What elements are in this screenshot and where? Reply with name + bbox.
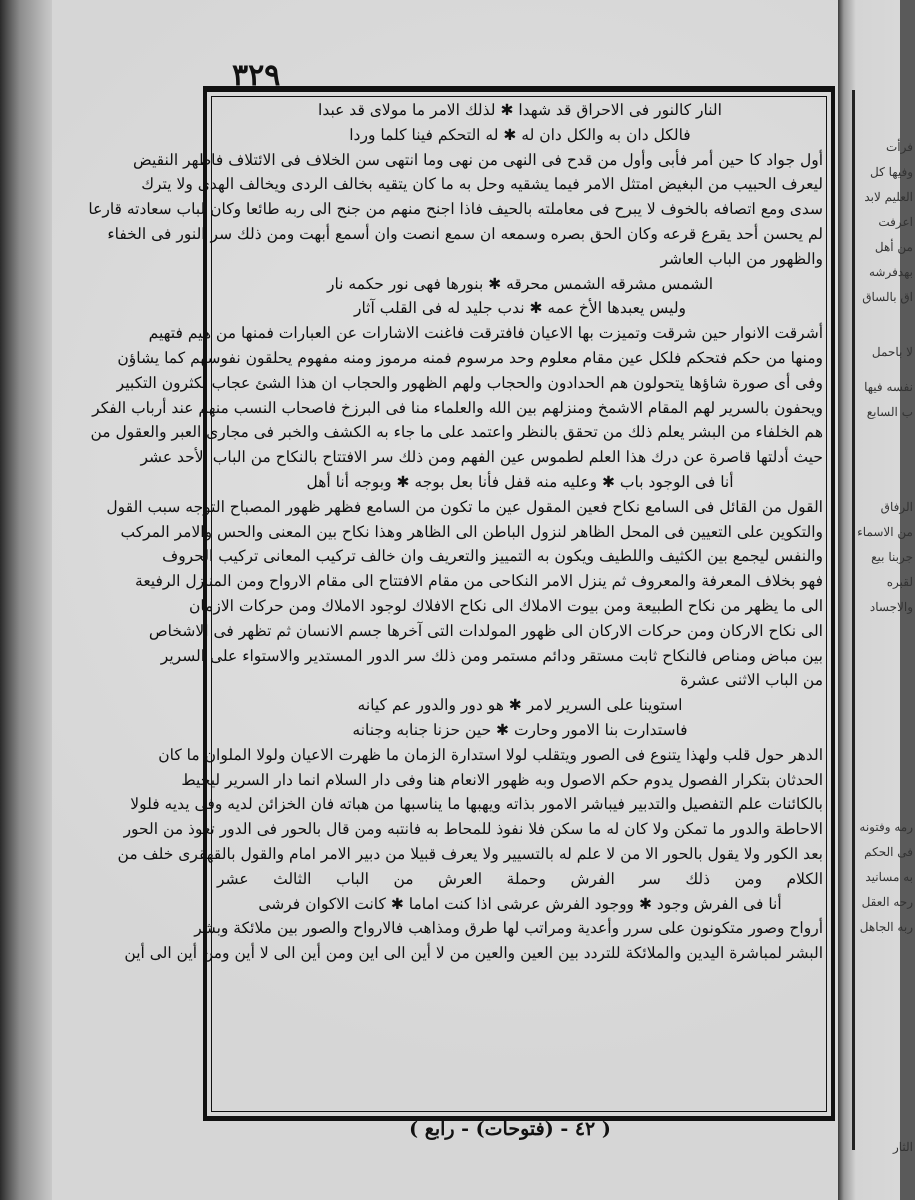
text-line: سدى ومع اتصافه بالخوف لا يبرح فى معاملته بالحيف فاذا اجنح منهم من جنح الى ربه طائعا وكان لباب سعادته قارعا: [88, 200, 823, 219]
facing-page-fragment: الثار: [892, 1140, 913, 1154]
facing-page-fragment: من الاسماء: [857, 525, 913, 539]
text-line: والنفس ليجمع بين الكثيف واللطيف ويكون به التمييز والتعريف وان خالف تركيب المعانى تركيب الحروف: [162, 547, 823, 566]
text-line: الدهر حول قلب ولهذا يتنوع فى الصور ويتقلب لولا استدارة الزمان ما ظهرت الاعيان ولولا الملوان ما كان: [158, 745, 823, 764]
facing-page-fragment: لقبره: [886, 575, 913, 589]
text-line: بعد الكور ولا يقول بالحور الا من لا علم له بالتسيير ولا يعرف قبيلا من دبير الامر امام والقول بالقهقرى خلف من: [117, 844, 823, 863]
text-line: البشر لمباشرة اليدين والملائكة للتردد بين العين والعين من لا أين الى اين ومن أين الى لا أين ومن أين الى أين: [124, 944, 823, 963]
text-frame: [88, 86, 835, 1121]
facing-page-fragment: وفيها كل: [870, 165, 913, 179]
text-line: الحدثان بتكرار الفصول يدوم حكم الاصول وبه ظهور الانعام هنا وفى دار السلام انما دار السرير ليحيط: [181, 770, 823, 789]
text-line: هم الخلفاء من البشر يعلم ذلك من تحقق بالنظر واعتمد على ما جاء به الكشف والخبر فى مجارى العبر والعقول من: [90, 423, 823, 442]
facing-page-fragment: اق بالساق: [862, 290, 913, 304]
facing-page-edge: [838, 0, 913, 1200]
verse-line: أنا فى الفرش وجود ✱ ووجود الفرش عرشى اذا كنت اماما ✱ كانت الاكوان فرشى: [258, 894, 782, 913]
verse-line: وليس يعبدها الأخ عمه ✱ ندب جليد له فى القلب آثار: [353, 299, 687, 318]
facing-page-fragment: فى الحكم: [864, 845, 913, 859]
text-line: أشرقت الانوار حين شرقت وتميزت بها الاعيان فافترقت فاغنت الاشارات عن العبارات فمنها من هيم فتهيم: [148, 324, 823, 343]
facing-page-frame: [852, 90, 915, 1154]
verse-line: أنا فى الوجود باب ✱ وعليه منه قفل فأنا بعل بوجه ✱ وبوجه أنا أهل: [306, 472, 734, 491]
book-binding: [0, 0, 60, 1200]
text-line: الى نكاح الاركان ومن حركات الاركان الى ظهور المولدات التى آخرها جسم الانسان ثم تظهر فى الاشخاص: [148, 621, 823, 640]
text-line: أرواح وصور متكونون على سرر وأعدية ومراتب لها طرق ومذاهب فالارواح والصور بين ملائكة وبشر: [194, 919, 823, 938]
facing-page-fragment: اعرفت: [878, 215, 913, 229]
text-line: بين مباض ومناص فالنكاح ثابت مستقر ودائم مستمر ومن ذلك سر الدور المستدير والاستواء على السرير: [160, 646, 823, 665]
text-line: حيث أدلتها قاصرة عن درك هذا العلم لطموس عين الفهم ومن ذلك سر الافتتاح بالنكاح من الباب الأحد عشر: [140, 448, 823, 467]
text-line: ليعرف الحبيب من البغيض امتثل الامر فيما يشقيه وحل به ما كان يتقيه بخالف الردى ويخالف الهدى ولا يترك: [141, 175, 823, 194]
verse-line: فالكل دان به والكل دان له ✱ له التحكم فينا كلما وردا: [349, 125, 691, 144]
facing-page-fragment: نفسه فيها: [864, 380, 913, 394]
facing-page-fragment: الرفاق: [880, 500, 913, 514]
facing-page-fragment: جربنا بيع: [871, 550, 913, 564]
facing-page-fragment: رحه العقل: [861, 895, 913, 909]
text-line: والتكوين على التعيين فى المحل الظاهر لنزول الباطن الى الظاهر وهذا نكاح بين المعنى والحس والامر المركب: [120, 522, 823, 541]
text-line: الكلام ومن ذلك سر الفرش وحملة العرش من الباب الثالث عشر: [217, 869, 823, 888]
text-line: فهو بخلاف المعرفة والمعروف ثم ينزل الامر النكاحى من مقام الافتتاح الى مقام الارواح ومن المنازل الرفيعة: [135, 572, 823, 591]
verse-line: الشمس مشرقه الشمس محرقه ✱ بنورها فهى نور حكمه نار: [326, 274, 714, 293]
verse-line: استوينا على السرير لامر ✱ هو دور والدور عم كيانه: [357, 696, 683, 715]
text-line: ويحفون بالسرير لهم المقام الاشمخ ومنزلهم بين الله والعلماء منا فى البرزخ فاصحاب النسب منهم عند أرباب الفكر: [92, 398, 823, 417]
facing-page-fragment: رمه وفتونه: [859, 820, 913, 834]
text-line: لم يحسن أحد يقرع قرعه وكان الحق بصره وسمعه ان سمع انصت وان أسمع أبهت ومن ذلك سر النور فى الخفاء: [107, 224, 823, 243]
text-line: أول جواد كا حين أمر فأبى وأول من قدح فى النهى من نهى وما انتهى سن الخلاف فى الائتلاف فاظهر النقيض: [132, 150, 823, 169]
text-line: بالكائنات علم التفصيل والتدبير فيباشر الامور بذاته ويهبها ما يناسبها من هباته فان الخزائن لديه وفى يديه فلولا: [130, 795, 823, 814]
facing-page-fragment: بهدفرشه: [868, 265, 913, 279]
facing-page-fragment: ربه الجاهل: [859, 920, 913, 934]
text-line: ومنها من حكم فتحكم فلكل عين مقام معلوم وحد مرسوم فمنه مرموز ومنه مفهوم يحلقون نفوسهم كما يشاؤن: [117, 348, 823, 367]
facing-page-fragment: ب السابع: [866, 405, 913, 419]
facing-page-fragment: لا باحمل: [871, 345, 913, 359]
text-line: وفى أى صورة شاؤها يتحولون هم الحدادون والحجاب ولهم الظهور والحجاب ان هذا الشئ عجاب يكثرون التكبير: [116, 373, 823, 392]
verse-line: فاستدارت بنا الامور وحارت ✱ حين حزنا جنابه وجنانه: [352, 720, 688, 739]
page-text: [88, 98, 823, 966]
facing-page-fragment: فرأت: [886, 140, 913, 154]
text-line: الاحاطة والدور ما تمكن ولا كان له ما سكن فلا نفوذ للمحاط به فانتبه ومن قال بالحور فى الدور تعوذ من الحور: [123, 820, 823, 839]
facing-page-fragment: والاجساد: [869, 600, 913, 614]
facing-page-fragment: به مسانيد: [865, 870, 913, 884]
facing-page-fragment: العليم لابد: [864, 190, 913, 204]
page-footer: ( ٤٢ - (فتوحات) - رابع ): [409, 1118, 611, 1140]
verse-line: النار كالنور فى الاحراق قد شهدا ✱ لذلك الامر ما مولاى قد عبدا: [318, 101, 722, 119]
facing-page-fragment: من أهل: [874, 240, 913, 254]
page-number: ٣٢٩: [232, 58, 281, 93]
text-line: القول من القائل فى السامع نكاح فعين المقول عين ما تكون من السامع فظهر ظهور المصباح التوجه سبب القول: [106, 497, 823, 516]
text-line: الى ما يظهر من نكاح الطبيعة ومن بيوت الاملاك الى نكاح الافلاك لوجود الاملاك ومن حركات الازمان: [188, 596, 823, 615]
text-line: والظهور من الباب العاشر: [660, 249, 823, 268]
text-line: من الباب الاثنى عشرة: [680, 671, 823, 690]
